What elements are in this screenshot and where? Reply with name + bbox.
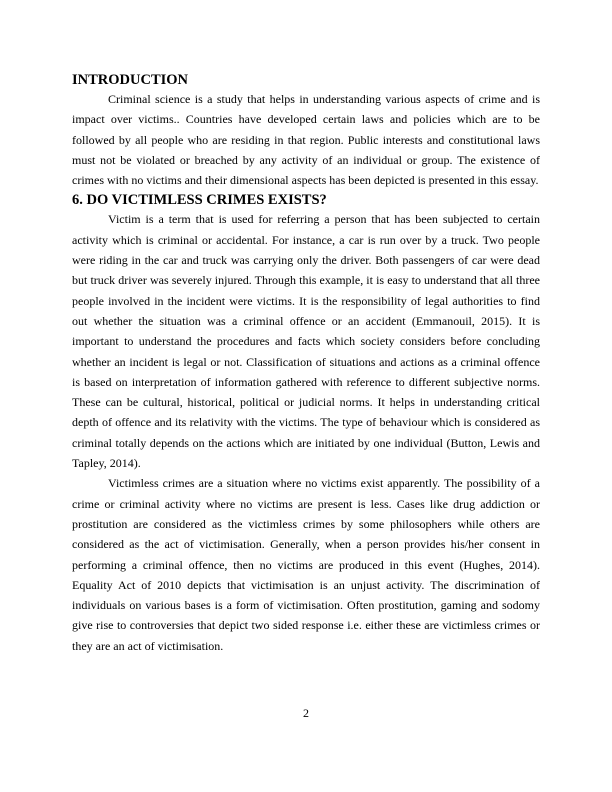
page-number: 2 — [303, 706, 309, 720]
victim-definition-paragraph: Victim is a term that is used for referring a person that has been subjected to certain activity which is criminal or accidental. For instance, a car is run over by a truck. Two people were riding in the car and truck was carrying only the driver. Both passengers of car were dead but truck driver was severely injured. Through this example, it is easy to understand that all three people involved in the incident were victims. It is the responsibility of legal authorities to find out whether the situation was a criminal offence or an accident (Emmanouil, 2015). It is important to understand the procedures and facts which society considers before concluding whether an incident is legal or not. Classification of situations and actions as a criminal offence is based on interpretation of information gathered with reference to different subjective norms. These can be cultural, historical, political or judicial norms. It helps in understanding critical depth of offence and its relativity with the victims. The type of behaviour which is considered as criminal totally depends on the actions which are initiated by one individual (Button, Lewis and Tapley, 2014). — [72, 212, 540, 471]
victimless-crimes-heading: 6. DO VICTIMLESS CRIMES EXISTS? — [72, 192, 327, 209]
introduction-paragraph: Criminal science is a study that helps in understanding various aspects of crime and is impact over victims.. Countries have developed certain laws and policies which are to be followed by all people who are residing in that region. Public interests and constitutional laws must not be violated or breached by any activity of an individual or group. The existence of crimes with no victims and their dimensional aspects has been depicted is presented in this essay. — [72, 92, 540, 188]
page-content — [72, 71, 540, 656]
victimless-crimes-paragraph: Victimless crimes are a situation where no victims exist apparently. The possibility of a crime or criminal activity where no victims are present is less. Cases like drug addiction or prostitution are considered as the victimless crimes by some philosophers while others are considered as the act of victimisation. Generally, when a person provides his/her consent in performing a criminal offence, then no victims are produced in this event (Hughes, 2014). Equality Act of 2010 depicts that victimisation is an unjust activity. The discrimination of individuals on various bases is a form of victimisation. Often prostitution, gaming and sodomy give rise to controversies that depict two sided response i.e. either these are victimless crimes or they are an act of victimisation. — [72, 476, 540, 653]
introduction-heading: INTRODUCTION — [72, 72, 189, 88]
